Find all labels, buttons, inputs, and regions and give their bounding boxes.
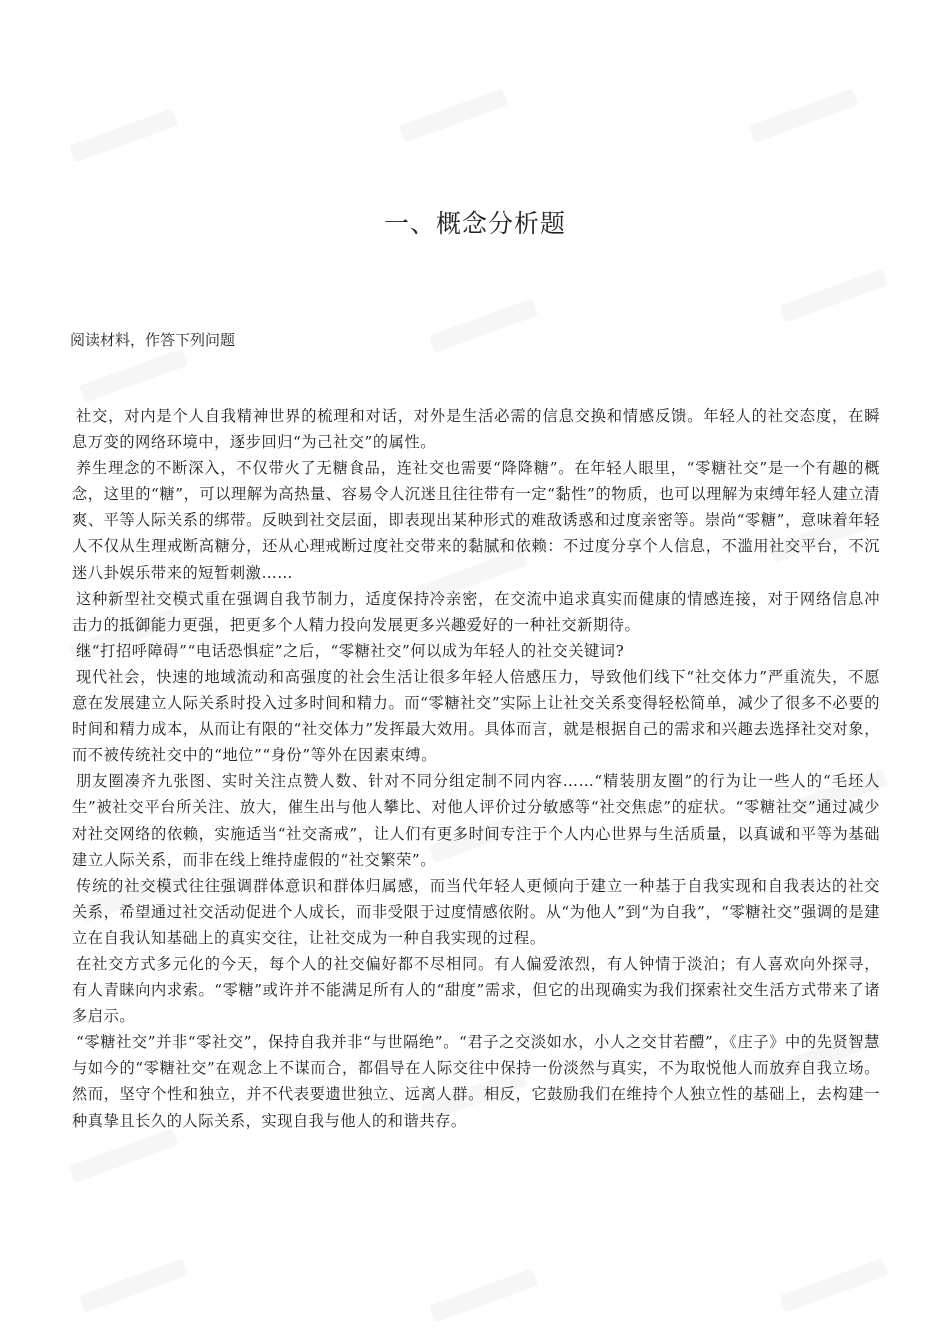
- paragraph: “零糖社交”并非“零社交”，保持自我并非“与世隔绝”。“君子之交淡如水，小人之交甘若醴”，《庄子》中的先贤智慧与如今的“零糖社交”在观念上不谋而合，都倡导在人际交往中保持一份淡然与真实，不为取悦他人而放弃自我立场。然而，坚守个性和独立，并不代表要遗世独立、远离人群。相反，它鼓励我们在维持个人独立性的基础上，去构建一种真挚且长久的人际关系，实现自我与他人的和谐共存。: [72, 1033, 880, 1130]
- paragraph: 养生理念的不断深入，不仅带火了无糖食品，连社交也需要“降降糖”。在年轻人眼里，“零糖社交”是一个有趣的概念，这里的“糖”，可以理解为高热量、容易令人沉迷且往往带有一定“黏性”的物质，也可以理解为束缚年轻人建立清爽、平等人际关系的绑带。反映到社交层面，即表现出某种形式的难敌诱惑和过度亲密等。崇尚“零糖”，意味着年轻人不仅从生理戒断高糖分，还从心理戒断过度社交带来的黏腻和依赖：不过度分享个人信息，不滥用社交平台，不沉迷八卦娱乐带来的短暂刺激……: [72, 459, 880, 582]
- section-title: 一、概念分析题: [383, 209, 566, 238]
- reading-material: [72, 403, 880, 1134]
- paragraph: 继“打招呼障碍”“电话恐惧症”之后，“零糖社交”何以成为年轻人的社交关键词?: [76, 641, 625, 660]
- paragraph: 朋友圈凑齐九张图、实时关注点赞人数、针对不同分组定制不同内容……“精装朋友圈”的行为让一些人的“毛坯人生”被社交平台所关注、放大，催生出与他人攀比、对他人评价过分敏感等“社交焦虑”的症状。“零糖社交”通过减少对社交网络的依赖，实施适当“社交斋戒”，让人们有更多时间专注于个人内心世界与生活质量，以真诚和平等为基础建立人际关系，而非在线上维持虚假的“社交繁荣”。: [72, 772, 880, 869]
- paragraph: 现代社会，快速的地域流动和高强度的社会生活让很多年轻人倍感压力，导致他们线下“社交体力”严重流失，不愿意在发展建立人际关系时投入过多时间和精力。而“零糖社交”实际上让社交关系变得轻松简单，减少了很多不必要的时间和精力成本，从而让有限的“社交体力”发挥最大效用。具体而言，就是根据自己的需求和兴趣去选择社交对象，而不被传统社交中的“地位”“身份”等外在因素束缚。: [72, 667, 880, 765]
- paragraph: 在社交方式多元化的今天，每个人的社交偏好都不尽相同。有人偏爱浓烈，有人钟情于淡泊；有人喜欢向外探寻，有人青睐向内求索。“零糖”或许并不能满足所有人的“甜度”需求，但它的出现确实为我们探索社交生活方式带来了诸多启示。: [72, 954, 880, 1026]
- paragraph: 传统的社交模式往往强调群体意识和群体归属感，而当代年轻人更倾向于建立一种基于自我实现和自我表达的社交关系，希望通过社交活动促进个人成长，而非受限于过度情感依附。从“为他人”到“为自我”，“零糖社交”强调的是建立在自我认知基础上的真实交往，让社交成为一种自我实现的过程。: [72, 876, 880, 947]
- paragraph: 这种新型社交模式重在强调自我节制力，适度保持冷亲密，在交流中追求真实而健康的情感连接，对于网络信息冲击力的抵御能力更强，把更多个人精力投向发展更多兴趣爱好的一种社交新期待。: [72, 589, 880, 634]
- question-instruction: 阅读材料，作答下列问题: [70, 331, 236, 349]
- paragraph: 社交，对内是个人自我精神世界的梳理和对话，对外是生活必需的信息交换和情感反馈。年轻人的社交态度，在瞬息万变的网络环境中，逐步回归“为己社交”的属性。: [72, 407, 880, 452]
